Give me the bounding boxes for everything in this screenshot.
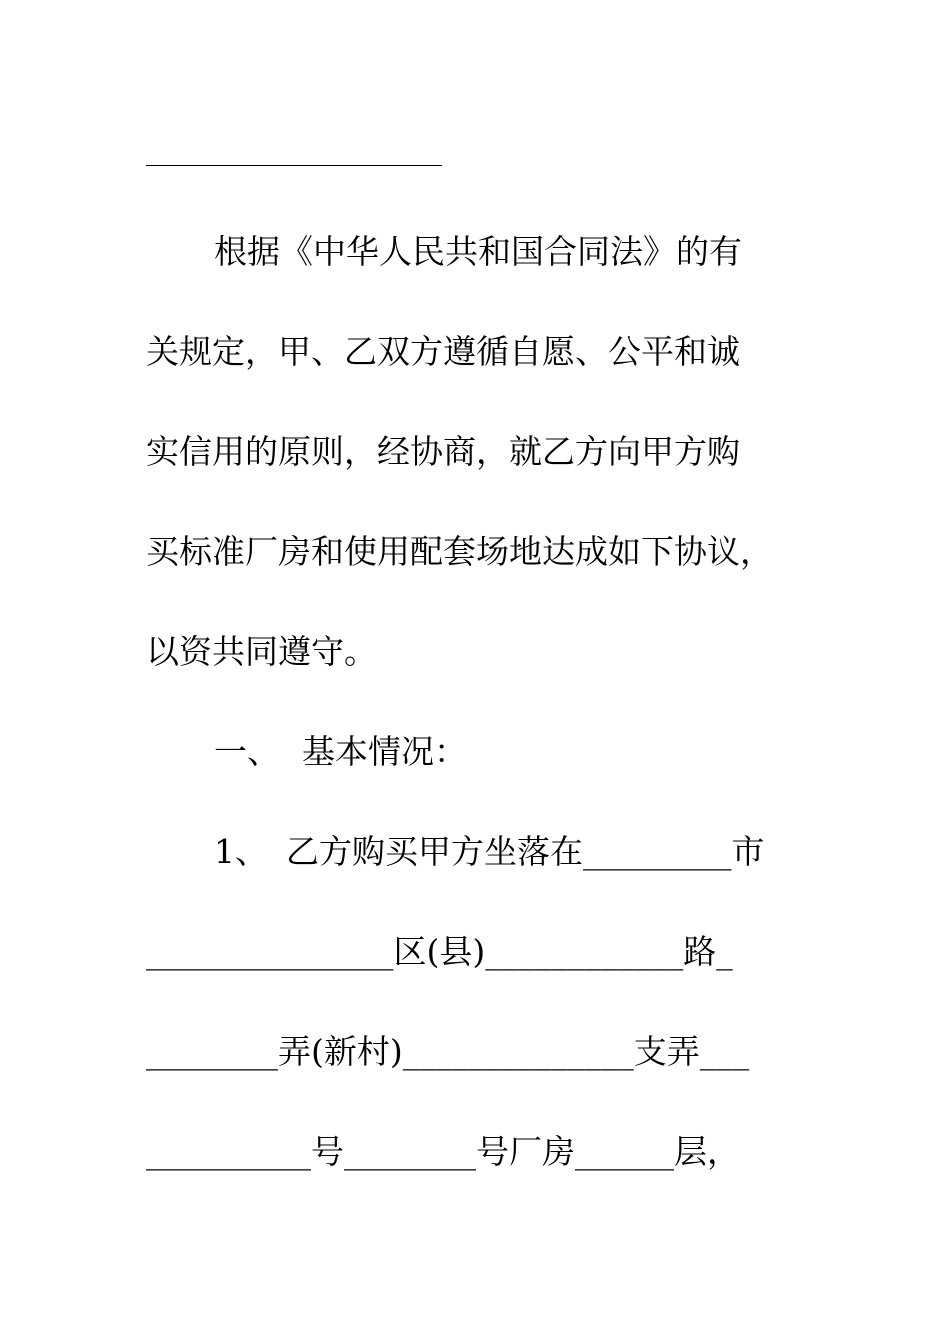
- section-title: 基本情况：: [302, 732, 467, 771]
- item-number: 1、: [214, 832, 268, 871]
- section-number: 一、: [214, 732, 280, 771]
- item-1-line-1: [146, 822, 874, 882]
- item-1-text: 乙方购买甲方坐落在_________市: [286, 832, 765, 871]
- item-1-line-4: __________号________号厂房______层，: [146, 1132, 740, 1171]
- intro-line-3: 实信用的原则，经协商，就乙方向甲方购: [146, 432, 740, 471]
- top-divider-line: [146, 165, 442, 166]
- intro-line-5: 以资共同遵守。: [146, 632, 377, 671]
- intro-line-1: 根据《中华人民共和国合同法》的有: [214, 232, 742, 271]
- section-heading: [146, 722, 874, 782]
- intro-line-4: 买标准厂房和使用配套场地达成如下协议，: [146, 532, 773, 571]
- item-1-line-3: ________弄(新村)______________支弄___: [146, 1032, 750, 1071]
- item-1-line-2: _______________区(县)____________路_: [146, 932, 733, 971]
- intro-line-2: 关规定，甲、乙双方遵循自愿、公平和诚: [146, 332, 740, 371]
